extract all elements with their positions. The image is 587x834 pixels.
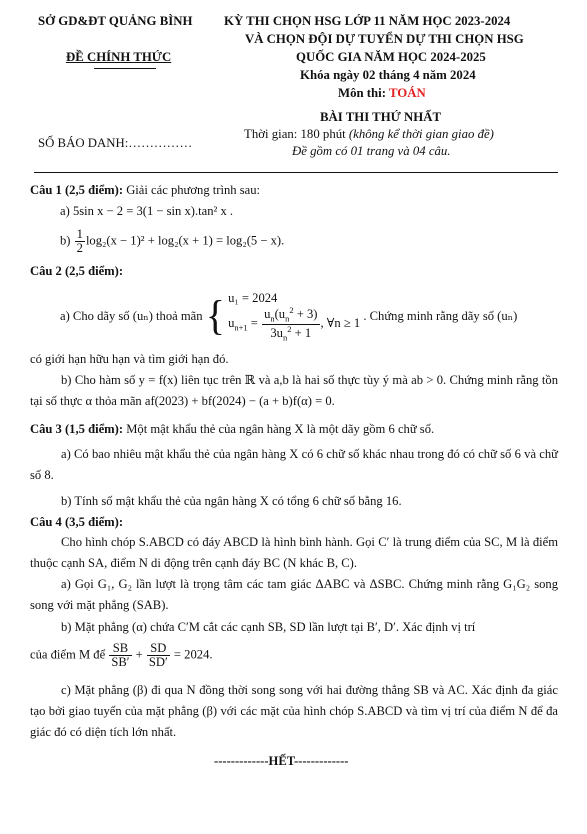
subject-line (338, 86, 426, 101)
q4-b-line-2: của điểm M để $\frac{SB}{SB'}$ + $\frac{SD}{SD'}$ = 2024. (30, 641, 213, 670)
q2-a-brace: { (205, 292, 225, 340)
subject-name: TOÁN (388, 86, 426, 100)
q2-part-a (60, 290, 517, 342)
q1-intro: Giải các phương trình sau: (123, 183, 260, 197)
q2-a-text-3: có giới hạn hữu hạn và tìm giới hạn đó. (30, 352, 229, 366)
exam-title-line-1: KỲ THI CHỌN HSG LỚP 11 NĂM HỌC 2023-2024 (224, 14, 511, 28)
time-note: (không kể thời gian giao đề) (348, 127, 494, 141)
q3-title: Câu 3 (1,5 điểm): (30, 422, 124, 436)
q2-a-system-line-2: $u_{n+1}$ = $\frac{u_n(u_n^2 + 3)}{3u_n^2 + 1}$ , ∀n ≥ 1 (228, 305, 361, 343)
q4-b-equation-end: = 2024. (170, 647, 213, 662)
q4-intro: Cho hình chóp S.ABCD có đáy ABCD là hình bình hành. Gọi C′ là trung điểm của SC, M là điểm thuộc cạnh SA, điểm N di động trên cạnh đáy BC (N khác B, C). (30, 535, 558, 570)
q4-b-fraction-2: $\frac{SD}{SD'}$ (148, 641, 168, 670)
q4-part-a: a) Gọi G₁, G₂ lần lượt là trọng tâm các tam giác ΔABC và ΔSBC. Chứng minh rằng G₁G₂ song song với mặt phẳng (SAB). (30, 577, 558, 612)
candidate-number: SỐ BÁO DANH:…………… (38, 136, 193, 150)
department-name: SỞ GD&ĐT QUẢNG BÌNH (38, 14, 193, 28)
q1-b-label: b) (60, 233, 74, 248)
q4-title: Câu 4 (3,5 điểm): (30, 515, 124, 529)
q2-part-b: b) Cho hàm số y = f(x) liên tục trên ℝ và a,b là hai số thực tùy ý mà ab > 0. Chứng minh rằng tồn tại số thực α thỏa mãn af(2023) + bf(2024) − (a + b)f(α) = 0. (30, 373, 558, 408)
q2-a-text: a) Cho dãy số (uₙ) thoả mãn (60, 309, 203, 324)
q1-b-half-fraction: $\frac{1}{2}$ (76, 227, 83, 256)
exam-date: Khóa ngày 02 tháng 4 năm 2024 (300, 68, 476, 82)
q2-a-text-2: . Chứng minh rằng dãy số (uₙ) (363, 309, 518, 324)
q1-b-equation: log₂(x − 1)² + log₂(x + 1) = log₂(5 − x). (85, 233, 285, 248)
q1-part-b (60, 228, 284, 255)
header-divider (34, 172, 558, 173)
time-label: Thời gian: 180 phút (244, 127, 349, 141)
q4-b-text: của điểm M để (30, 647, 106, 662)
q3-part-b: b) Tính số mật khẩu thẻ của ngân hàng X có tổng 6 chữ số bằng 16. (61, 494, 402, 508)
end-marker: -------------HẾT------------- (214, 754, 349, 768)
q4-b-fraction-1: $\frac{SB}{SB'}$ (111, 641, 130, 670)
paper-title: BÀI THI THỨ NHẤT (320, 110, 442, 124)
header-divider-left (94, 68, 156, 69)
q1-a-label: a) (60, 204, 73, 218)
q2-a-condition: , ∀n ≥ 1 (320, 316, 361, 331)
q4-b-line-1: b) Mặt phẳng (α) chứa C′M cắt các cạnh SB, SD lần lượt tại B′, D′. Xác định vị trí (61, 620, 476, 634)
q3-intro: Một mật khẩu thẻ của ngân hàng X là một dãy gồm 6 chữ số. (123, 422, 435, 436)
q4-part-c: c) Mặt phẳng (β) đi qua N đồng thời song song với hai đường thẳng SB và AC. Xác định đa giác tạo bởi giao tuyến của mặt phẳng (β) với các mặt của hình chóp S.ABCD và tìm vị trí của điểm N để đa giác đó có diện tích lớn nhất. (30, 683, 558, 739)
q1-title: Câu 1 (2,5 điểm): (30, 183, 124, 197)
q2-title: Câu 2 (2,5 điểm): (30, 264, 124, 278)
q1-a-equation: 5sin x − 2 = 3(1 − sin x).tan² x . (72, 204, 234, 218)
q2-a-system (228, 290, 360, 343)
pages-note: Đề gồm có 01 trang và 04 câu. (292, 144, 451, 158)
exam-title-line-3: QUỐC GIA NĂM HỌC 2024-2025 (296, 50, 486, 64)
q1-part-a (60, 204, 233, 219)
time-line (244, 127, 494, 142)
q1-heading (30, 183, 260, 198)
q3-heading (30, 422, 434, 437)
subject-label: Môn thi: (338, 86, 389, 100)
exam-title-line-2: VÀ CHỌN ĐỘI DỰ TUYỂN DỰ THI CHỌN HSG (245, 32, 524, 46)
q3-part-a: a) Có bao nhiêu mật khẩu thẻ của ngân hàng X có 6 chữ số khác nhau trong đó có chữ số 6 và chữ số 8. (30, 447, 558, 482)
q2-a-system-line-1: u₁ = 2024 (228, 291, 278, 305)
official-label: ĐỀ CHÍNH THỨC (66, 50, 172, 64)
